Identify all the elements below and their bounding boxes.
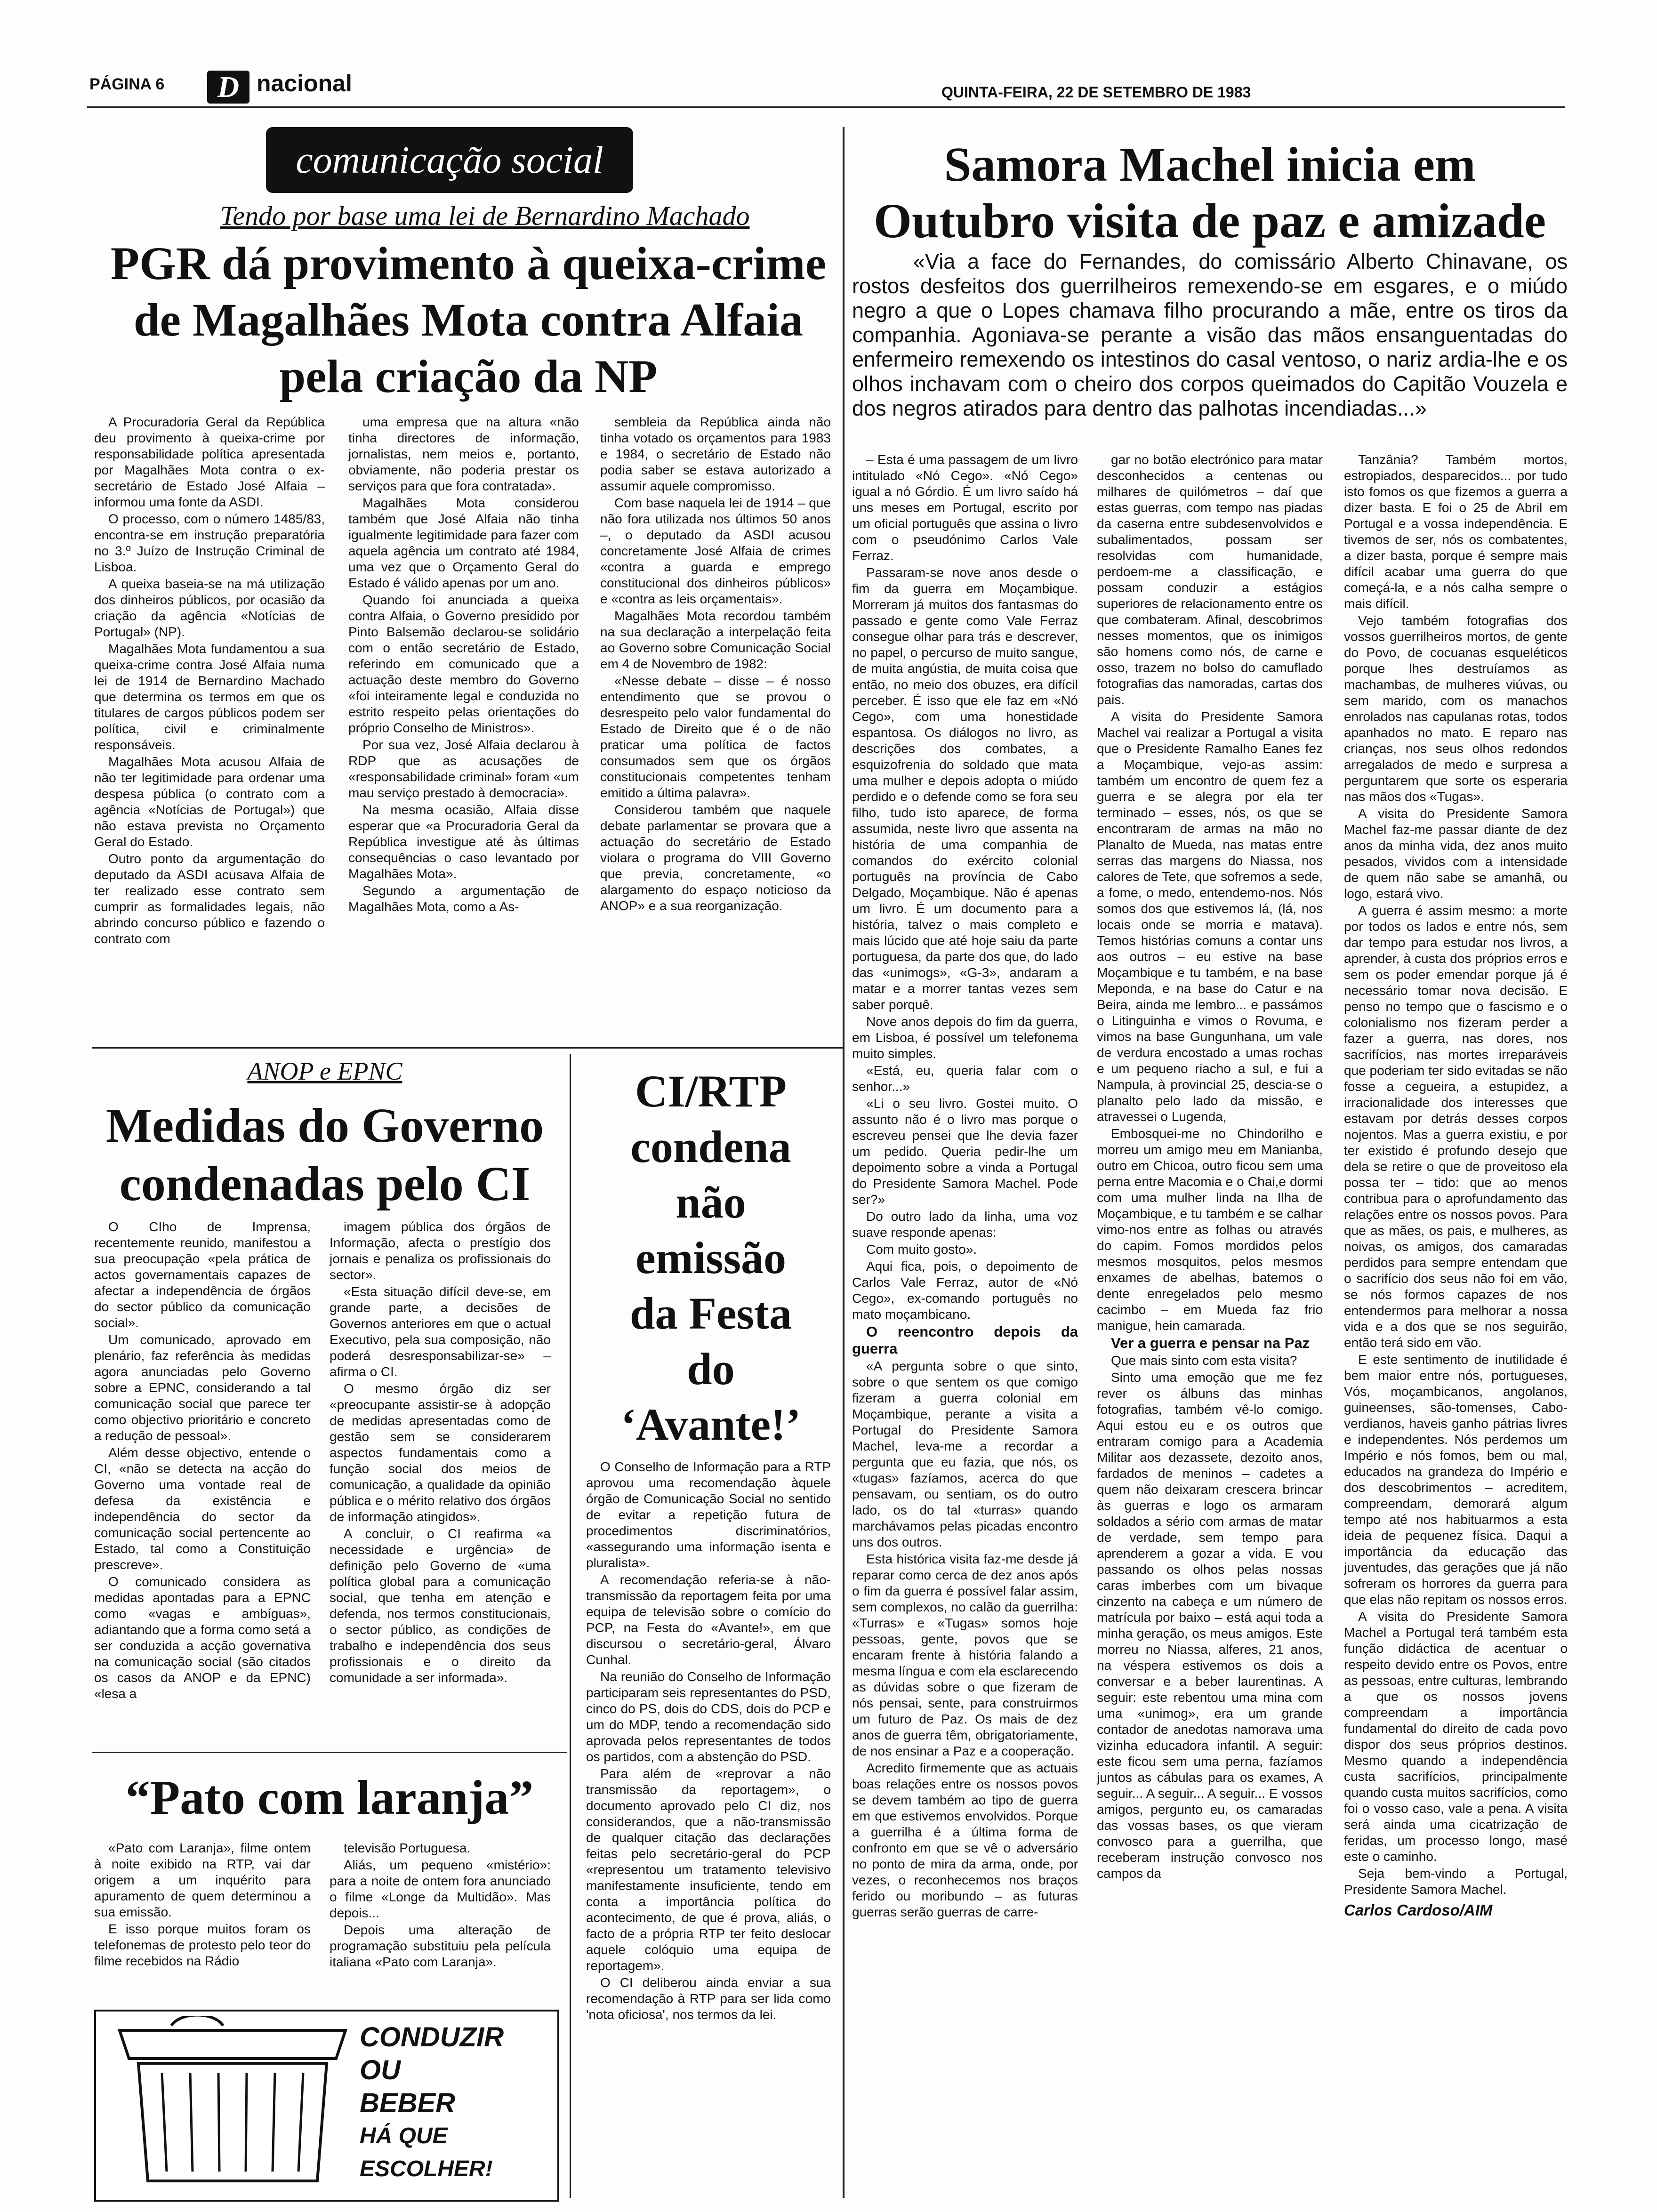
paragraph: Na mesma ocasião, Alfaia disse esperar que «a Procuradoria Geral da República investigue até às últimas consequências o caso levantado por Magalhães Mota». bbox=[348, 802, 579, 881]
subheading: Ver a guerra e pensar na Paz bbox=[1111, 1335, 1310, 1351]
paragraph: gar no botão electrónico para matar desconhecidos a centenas ou milhares de quilómetros – daí que estas guerras, com tempo nas piadas da caserna entre subdesenvolvidos e subalimentados, possam ser resolvidas com humanidade, perdoem-me a classificação, e possam conduzir a estágios superiores de relacionamento entre os que combateram. Afinal, descobrimos nesses momentos, que os inimigos são homens como nós, de carne e osso, trazem no bolso do camuflado fotografias das namoradas, cartas dos pais. bbox=[1097, 452, 1323, 707]
ci-column-1 bbox=[94, 1219, 311, 1746]
rtp-headline-line: CI/RTP bbox=[635, 1066, 787, 1116]
paragraph: A guerra é assim mesmo: a morte por todos os lados e entre nós, sem dar tempo para estudar nos livros, a aprender, à custa dos próprios erros e sem os poder emendar porque já é necessário tomar nova decisão. E penso no tempo que o fascismo e o colonialismo nos fizeram perder a fazer a guerra, nas dores, nos sacrifícios, nas mortes irreparáveis que poderiam ter sido evitadas se não fosse a cegueira, a estupidez, a irracionalidade dos interesses que estavam por detrás desses corpos nojentos. Mas a guerra existiu, e por ter existido é profundo desejo que dela se retire o que de proveitoso ela possa ter – tido: que ao menos contribua para o aprofundamento das relações entre os nossos povos. Para que as mães, os pais, e mulheres, as noivas, os amigos, dos camaradas perdidos para sempre entendam que o sacrifício dos seus não foi em vão, se nós formos capazes de nos entendermos para melhorar a nossa vida e a dos que se nos seguirão, então terá sido em vão. bbox=[1344, 903, 1568, 1350]
center-column-rule bbox=[843, 127, 845, 2198]
ad-line-2: OU bbox=[360, 2055, 401, 2085]
paragraph: A Procuradoria Geral da República deu provimento à queixa-crime por responsabilidade política apresentada por Magalhães Mota contra o ex-secretário de Estado José Alfaia – informou uma fonte da ASDI. bbox=[94, 415, 325, 509]
paragraph: Um comunicado, aprovado em plenário, faz referência às medidas agora anunciadas pelo Governo sobre a EPNC, considerando a tal comunicação social que parece ter como objectivo prioritário e concreto a redução de pessoal». bbox=[94, 1332, 311, 1443]
paragraph: Que mais sinto com esta visita? bbox=[1111, 1353, 1297, 1368]
paragraph: E isso porque muitos foram os telefonemas de protesto pelo teor do filme recebidos na Rádio bbox=[94, 1922, 311, 1968]
section-name: nacional bbox=[257, 70, 352, 96]
paragraph: O mesmo órgão diz ser «preocupante assistir-se à adopção de medidas apresentadas como de gestão sem se considerarem aspectos fundamentais como a função social dos meios de comunicação, a qualidade da opinião pública e o mérito relativo dos órgãos de informação atingidos». bbox=[330, 1381, 551, 1524]
paragraph: Magalhães Mota fundamentou a sua queixa-crime contra José Alfaia numa lei de 1914 de Bernardino Machado que determina os termos em que os titulares de cargos públicos podem ser política, civil e criminalmente responsáveis. bbox=[94, 641, 325, 752]
paragraph: Sinto uma emoção que me fez rever os álbuns das minhas fotografias, também vê-lo comigo. Aqui estou eu e os outros que entraram comigo para a Academia Militar aos dezassete, dezoito anos, fardados de meninos – cadetes a quem não deixaram crescera brincar às guerras e logo os armaram soldados a sério com armas de matar de verdade, sem tempo para aprenderem a gozar a vida. E vou passando os olhos pelas nossas caras imberbes com um bivaque cinzento na cabeça e um número de matrícula por baixo – está aqui toda a minha geração, os meus amigos. Este morreu no Niassa, alferes, 21 anos, na véspera estivemos os dois a conversar e a beber laurentinas. A seguir: este rebentou uma mina com uma «unimog», era um grande contador de anedotas namorava uma vizinha educadora infantil. A seguir: este ficou sem uma perna, fazíamos juntos as cábulas para os exames, A seguir... A seguir... A seguir... E vossos amigos, pergunto eu, os camaradas das vossas bases, os que vieram convosco para a guerrilha, que receberam instrução convosco nos campos da bbox=[1097, 1370, 1323, 1881]
paragraph: «Li o seu livro. Gostei muito. O assunto não é o livro mas porque o escreveu pensei que lhe devia fazer um pedido. Queria pedir-lhe um depoimento sobre a vinda a Portugal do Presidente Samora Machel. Pode ser?» bbox=[852, 1096, 1078, 1207]
paragraph: O comunicado considera as medidas apontadas para a EPNC como «vagas e ambíguas», adiantando que a forma como setá a ser conduzida a acção governativa na comunicação social (são citados os casos da ANOP e da EPNC) «lesa a bbox=[94, 1574, 311, 1701]
subheading: O reencontro depois da guerra bbox=[852, 1323, 1078, 1357]
pgr-column-2 bbox=[348, 414, 579, 1045]
paragraph: Tanzânia? Também mortos, estropiados, desparecidos... por tudo isto fomos os que fizemos a guerra a dizer basta. E foi o 25 de Abril em Portugal e a vossa independência. E tivemos de ser, nós os combatentes, a dizer basta, porque é sempre mais difícil acabar uma guerra do que começá-la, e a nós calha sempre o mais difícil. bbox=[1344, 452, 1568, 611]
ci-headline: Medidas do Governo condenadas pelo CI bbox=[105, 1098, 544, 1211]
paragraph: Quando foi anunciada a queixa contra Alfaia, o Governo presidido por Pinto Balsemão declarou-se solidário com o então secretário de Estado, referindo em comunicado que a actuação deste membro do Governo «foi inteiramente legal e conduzida no estrito respeito pelas orientações do próprio Conselho de Ministros». bbox=[348, 593, 579, 735]
signature: Carlos Cardoso/AIM bbox=[1344, 1901, 1493, 1919]
rtp-body bbox=[586, 1459, 831, 2198]
rtp-headline-line: emissão bbox=[635, 1233, 786, 1283]
paragraph: Esta histórica visita faz-me desde já reparar como cerca de dez anos após o fim da guerra é possível falar assim, sem complexos, no calão da guerrilha: «Turras» e «Tugas» somos hoje pessoas, gente, povos que se encaram frente à história falando a mesma língua e com ela esclarecendo as dúvidas sobre o que fizeram de nós pensai, sente, para construirmos um futuro de Paz. Os mais de dez anos de guerra têm, obrigatoriamente, de nos ensinar a Paz e a cooperação. bbox=[852, 1552, 1078, 1758]
paragraph: Acredito firmemente que as actuais boas relações entre os nossos povos se devem também ao tipo de guerra em que estivemos envolvidos. Porque a guerrilha é a última forma de confronto em que se vê o adversário no ponto de mira da arma, onde, por vezes, o reconhecemos nos braços ferido ou moribundo – as futuras guerras serão guerras de carre- bbox=[852, 1761, 1078, 1919]
pato-headline: “Pato com laranja” bbox=[125, 1771, 534, 1825]
paragraph: O CI deliberou ainda enviar a sua recomendação à RTP para ser lida como 'nota oficiosa', nos termos da lei. bbox=[586, 1975, 831, 2022]
samora-column-1 bbox=[852, 452, 1078, 2198]
ad-line-1: CONDUZIR bbox=[360, 2022, 504, 2052]
paragraph: «Pato com Laranja», filme ontem à noite exibido na RTP, vai dar origem a um inquérito para apuramento de quem determinou a sua emissão. bbox=[94, 1841, 311, 1919]
paragraph: Seja bem-vindo a Portugal, Presidente Samora Machel. bbox=[1344, 1866, 1568, 1897]
ci-kicker: ANOP e EPNC bbox=[247, 1057, 402, 1085]
paragraph: A queixa baseia-se na má utilização dos dinheiros públicos, por ocasião da criação da agência «Notícias de Portugal» (NP). bbox=[94, 577, 325, 639]
samora-column-2 bbox=[1097, 452, 1323, 2198]
paragraph: Aliás, um pequeno «mistério»: para a noite de ontem fora anunciado o filme «Longe da Multidão». Mas depois... bbox=[330, 1858, 551, 1920]
rtp-headline-line: não bbox=[676, 1177, 746, 1227]
ad-text bbox=[360, 2021, 553, 2186]
paragraph: Para além de «reprovar a não transmissão da reportagem», o documento aprovado pelo CI diz, nos considerandos, que a não-transmissão de qualquer citação das declarações feitas pelo secretário-geral do PCP «representou um tratamento televisivo manifestamente insuficiente, tendo em conta a importância política do acontecimento, de que é prova, aliás, o facto de a própria RTP ter feito deslocar aquele colóquio uma equipa de reportagem». bbox=[586, 1766, 831, 1973]
rtp-headline-line: condena bbox=[630, 1122, 791, 1172]
paragraph: Do outro lado da linha, uma voz suave responde apenas: bbox=[852, 1209, 1078, 1240]
paragraph: Magalhães Mota considerou também que José Alfaia não tinha igualmente legitimidade para fazer com aquela agência um contrato até 1984, uma vez que o Orçamento Geral do Estado é válido apenas por um ano. bbox=[348, 496, 579, 590]
paragraph: Na reunião do Conselho de Informação participaram seis representantes do PSD, cinco do PS, dois do CDS, dois do PCP e um do MDP, tendo a recomendação sido aprovada pelos representantes de todos os partidos, com a abstenção do PSD. bbox=[586, 1669, 831, 1764]
rtp-headline-line: ‘Avante!’ bbox=[620, 1399, 801, 1450]
paragraph: Com base naquela lei de 1914 – que não fora utilizada nos últimos 50 anos –, o deputado da ASDI acusou concretamente José Alfaia de crimes «contra a guarda e emprego constitucional dos dinheiros públicos» e «contra as leis orçamentais». bbox=[600, 496, 831, 606]
samora-column-3 bbox=[1344, 452, 1568, 2198]
paragraph: O CIho de Imprensa, recentemente reunido, manifestou a sua preocupação «pela prática de actos governamentais capazes de afectar a independência de órgãos do sector público da comunicação social». bbox=[94, 1219, 311, 1330]
paragraph: Vejo também fotografias dos vossos guerrilheiros mortos, de gente do Povo, de cocuanas esqueléticos porque lhes destruíamos as machambas, de mulheres viúvas, ou sem marido, com os manachos enrolados nas capulanas rotas, todos apanhados no mato. E reparo nas crianças, nos seus olhos redondos arregalados de medo e surpresa a perguntarem que sorte os esperaria nas mãos dos «Tugas». bbox=[1344, 613, 1568, 804]
pgr-headline: PGR dá provimento à queixa-crime de Magalhães Mota contra Alfaia pela criação da NP bbox=[110, 237, 827, 402]
pgr-column-3 bbox=[600, 414, 831, 1045]
paragraph: Considerou também que naquele debate parlamentar se provara que a actuação do secretário de Estado violara o programa do VIII Governo que previa, concretamente, «o alargamento do espaço noticioso da ANOP» e a sua reorganização. bbox=[600, 802, 831, 913]
section-banner-label: comunicação social bbox=[296, 138, 603, 181]
paragraph: A visita do Presidente Samora Machel a Portugal terá também esta função didáctica de acentuar o respeito devido entre os Povos, entre as pessoas, entre culturas, lembrando a que os nossos jovens compreendam a importância fundamental do direito de cada povo dispor dos seus próprios destinos. Mesmo quando a independência custa sacrifícios, principalmente quando custa muitos sacrifícios, como foi o vosso caso, vale a pena. A visita será ainda uma cicatrização de feridas, um processo longo, masé este o caminho. bbox=[1344, 1609, 1568, 1864]
paragraph: Depois uma alteração de programação substituiu pela película italiana «Pato com Laranja». bbox=[330, 1923, 551, 1969]
page-number: PÁGINA 6 bbox=[89, 75, 165, 93]
paragraph: Por sua vez, José Alfaia declarou à RDP que as acusações de «responsabilidade criminal» foram «um mau serviço prestado à democracia». bbox=[348, 737, 579, 800]
paragraph: A recomendação referia-se à não-transmissão da reportagem feita por uma equipa de televisão sobre o comício do PCP, na Festa do «Avante!», em que discursou o secretário-geral, Álvaro Cunhal. bbox=[586, 1572, 831, 1667]
paragraph: Aqui fica, pois, o depoimento de Carlos Vale Ferraz, autor de «Nó Cego», ex-comando português no mato moçambicano. bbox=[852, 1259, 1078, 1322]
rtp-headline-line: da Festa bbox=[630, 1288, 792, 1338]
ci-column-2 bbox=[330, 1219, 551, 1746]
rtp-left-rule bbox=[570, 1054, 571, 2198]
ad-line-3: BEBER bbox=[360, 2088, 456, 2118]
paragraph: «A pergunta sobre o que sinto, sobre o que sentem os que comigo fizeram a guerra colonial em Moçambique, perante a visita a Portugal do Presidente Samora Machel, leva-me a recordar a pergunta que eu fazia, que nós, os «tugas» fazíamos, acerca do que pensavam, ou sentiam, os do outro lado, os do tal «turras» quando marchávamos pelas picadas encontro uns dos outros. bbox=[852, 1359, 1078, 1549]
paragraph: Magalhães Mota recordou também na sua declaração a interpelação feita ao Governo sobre Comunicação Social em 4 de Novembro de 1982: bbox=[600, 609, 831, 671]
samora-lead: «Via a face do Fernandes, do comissário Alberto Chinavane, os rostos desfeitos dos guerrilheiros remexendo-se em esgares, e o miúdo negro a que o Lopes chamava filho procurando a mãe, entre os tiros da companhia. Agoniava-se perante a visão das mãos ensanguentadas do enfermeiro remexendo os intestinos do casal ventoso, o nariz ardia-lhe e os olhos inchavam com o cheiro dos corpos queimados do Capitão Vouzela e dos negros atirados para dentro das palhotas incendiadas...» bbox=[852, 249, 1568, 420]
pgr-bottom-rule bbox=[92, 1047, 843, 1049]
logo-letter: D bbox=[217, 70, 240, 104]
drink-drive-ad bbox=[94, 2010, 559, 2202]
paragraph: Outro ponto da argumentação do deputado da ASDI acusava Alfaia de ter realizado esse contrato sem cumprir as formalidades legais, não abrindo concurso público e fazendo o contrato com bbox=[94, 851, 325, 946]
paragraph: A visita do Presidente Samora Machel vai realizar a Portugal a visita que o Presidente Ramalho Eanes fez a Moçambique, vejo-as assim: também um encontro de quem fez a guerra e se alegra por ela ter terminado – esses, nós, os que se encontraram de armas na mão no Planalto de Mueda, nas matas entre serras das margens do Niassa, nos calores de Tete, que sofremos a sede, a fome, o medo, entendemo-nos. Nós somos dos que estivemos lá, (lá, nos locais onde se morria e matava). Temos histórias comuns a contar uns aos outros – eu estive na base Moçambique e tu também, e na base Meponda, e na base do Catur e na Beira, ainda me lembro... e passámos o Litinguinha e vimos o Rovuma, e vimos na base Gungunhana, um vale de verdura encostado a umas rochas e um pequeno riacho a sul, e fui a Nampula, à provincial 25, descia-se o planalto pelo lado da missão, e atravessei o Lugenda, bbox=[1097, 709, 1323, 1124]
paragraph: – Esta é uma passagem de um livro intitulado «Nó Cego». «Nó Cego» igual a nó Górdio. É um livro saído há uns meses em Portugal, escrito por um oficial português que assina o livro com o pseudónimo Carlos Vale Ferraz. bbox=[852, 452, 1078, 563]
paragraph: «Nesse debate – disse – é nosso entendimento que se provou o desrespeito pelo valor fundamental do Estado de Direito que é o de não praticar uma política de factos consumados sem que os órgãos constitucionais competentes tenham emitido a última palavra». bbox=[600, 673, 831, 800]
paragraph: E este sentimento de inutilidade é bem maior entre nós, portugueses, Vós, moçambicanos, angolanos, guineenses, são-tomenses, Cabo-verdianos, haveis ganho pátrias livres e independentes. Nós perdemos um Império e nós fomos, bem ou mal, educados na grandeza do Império e dos descobrimentos – acreditem, compreendam, demorará algum tempo até nos habituarmos a esta ideia de pequenez física. Daqui a importância da educação das juventudes, das gerações que já não sofreram os horrores da guerra para que elas não repitam os nossos erros. bbox=[1344, 1352, 1568, 1607]
paragraph: Com muito gosto». bbox=[866, 1242, 977, 1257]
newspaper-logo bbox=[207, 71, 249, 104]
bottle-glass-illustration bbox=[101, 2016, 364, 2195]
pgr-kicker: Tendo por base uma lei de Bernardino Machado bbox=[220, 200, 750, 231]
paragraph: imagem pública dos órgãos de Informação, afecta o prestígio dos jornais e penaliza os profissionais do sector». bbox=[330, 1219, 551, 1282]
paragraph: O Conselho de Informação para a RTP aprovou uma recomendação àquele órgão de Comunicação Social no sentido de evitar a repetição futura de procedimentos discriminatórios, «assegurando uma informação isenta e pluralista». bbox=[586, 1459, 831, 1570]
paragraph: televisão Portuguesa. bbox=[344, 1841, 471, 1855]
paragraph: Segundo a argumentação de Magalhães Mota, como a As- bbox=[348, 883, 579, 914]
paragraph: A visita do Presidente Samora Machel faz-me passar diante de dez anos da minha vida, dez anos muito pesados, vividos com a intensidade de quem não sabe se amanhã, ou logo, estará vivo. bbox=[1344, 806, 1568, 901]
rtp-headline-line: do bbox=[687, 1344, 735, 1394]
samora-headline: Samora Machel inicia em Outubro visita de paz e amizade bbox=[873, 137, 1546, 248]
paragraph: Magalhães Mota acusou Alfaia de não ter legitimidade para ordenar uma despesa pública (o contrato com a agência «Notícias de Portugal») que não estava prevista no Orçamento Geral do Estado. bbox=[94, 754, 325, 849]
ci-bottom-rule bbox=[92, 1752, 567, 1753]
pgr-column-1 bbox=[94, 414, 325, 1045]
issue-date: QUINTA-FEIRA, 22 DE SETEMBRO DE 1983 bbox=[941, 84, 1251, 101]
paragraph: «Esta situação difícil deve-se, em grande parte, a decisões de Governos anteriores em que o actual Executivo, pela sua composição, não poderá desresponsabilizar-se» – afirma o CI. bbox=[330, 1284, 551, 1379]
pato-column-2 bbox=[330, 1840, 551, 1996]
paragraph: sembleia da República ainda não tinha votado os orçamentos para 1983 e 1984, o secretário de Estado não podia saber se estava autorizado a assumir aquele compromisso. bbox=[600, 415, 831, 493]
paragraph: Além desse objectivo, entende o CI, «não se detecta na acção do Governo uma vontade real de defesa da existência e independência do sector da comunicação social pertencente ao Estado, tal como a Constituição prescreve». bbox=[94, 1445, 311, 1572]
paragraph: Embosquei-me no Chindorilho e morreu um amigo meu em Manianba, outro em Chicoa, outro ficou sem uma perna entre Macomia e o Chai,e dormi com uma mulher linda na Ilha de Moçambique, e tu também e se calhar vimo-nos entre as folhas ou através do capim. Fomos mordidos pelos mesmos mosquitos, pelos mesmos enxames de abelhas, batemos o dente enregelados pelo mesmo cacimbo – em Mueda faz frio manigue, hein camarada. bbox=[1097, 1126, 1323, 1333]
paragraph: Nove anos depois do fim da guerra, em Lisboa, é possível um telefonema muito simples. bbox=[852, 1014, 1078, 1061]
paragraph: «Está, eu, queria falar com o senhor...» bbox=[852, 1063, 1078, 1094]
paragraph: uma empresa que na altura «não tinha directores de informação, jornalistas, nem meios e, portanto, obviamente, não poderia prestar os serviços para que fora contratada». bbox=[348, 415, 579, 493]
rtp-headline bbox=[579, 1064, 843, 1452]
paragraph: O processo, com o número 1485/83, encontra-se em instrução preparatória no 3.º Juízo de Instrução Criminal de Lisboa. bbox=[94, 512, 325, 574]
paragraph: Passaram-se nove anos desde o fim da guerra em Moçambique. Morreram já muitos dos fantasmas do passado e gente como Vale Ferraz consegue olhar para trás e descrever, no papel, o percurso de muito sangue, de muita angústia, de muita coisa que então, no meio dos obuzes, era difícil perceber. É isso que ele faz em «Nó Cego», com uma honestidade espantosa. Os diálogos no livro, as descrições dos combates, a esquizofrenia do soldado que mata uma mulher e depois adopta o miúdo perdido e o defende como se fora seu filho, tudo isto aparece, de forma assumida, neste livro que assenta na história de uma companhia de comandos do exército colonial português na província de Cabo Delgado, Moçambique. Não é apenas um livro. É um documento para a história, talvez o mais completo e mais lúcido que até hoje saiu da parte portuguesa, da parte dos que, do lado das «unimogs», «G-3», andaram a matar e a morrer tantas vezes sem saber porquê. bbox=[852, 565, 1078, 1012]
ad-line-4: HÁ QUE ESCOLHER! bbox=[360, 2124, 493, 2181]
paragraph: A concluir, o CI reafirma «a necessidade e urgência» de definição pelo Governo de «uma política global para a comunicação social, que tenha em atenção e defenda, nos termos constitucionais, o sector público, as condições de trabalho e independência dos seus profissionais e o direito da comunidade a ser informada». bbox=[330, 1526, 551, 1685]
masthead-rule bbox=[87, 106, 1565, 108]
section-banner bbox=[266, 127, 633, 193]
pato-column-1 bbox=[94, 1840, 311, 1996]
